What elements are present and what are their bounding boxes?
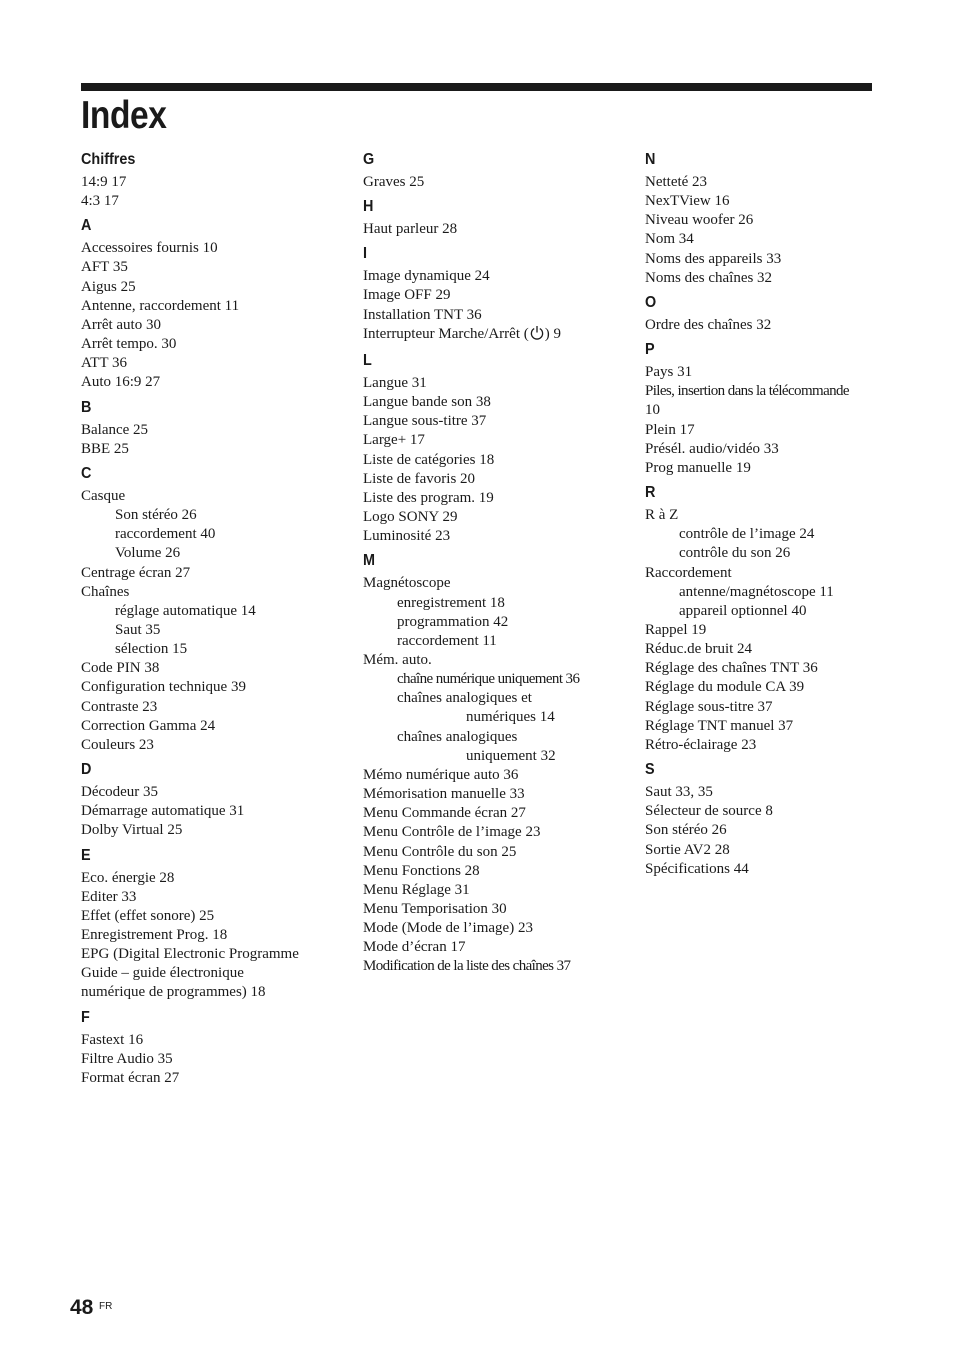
index-entry: Format écran 27 (81, 1069, 180, 1086)
index-entry: Dolby Virtual 25 (81, 822, 183, 839)
section-heading: L (363, 351, 372, 369)
index-entry: Rappel 19 (645, 621, 707, 638)
section-heading: G (363, 151, 375, 168)
section-heading: R (645, 484, 656, 502)
index-entry: Décodeur 35 (81, 784, 159, 801)
section-heading: S (645, 761, 655, 779)
section-heading: D (81, 761, 92, 779)
power-icon (530, 325, 544, 346)
index-entry: Langue bande son 38 (363, 394, 491, 411)
index-subentry: programmation 42 (397, 613, 509, 630)
index-entry: Luminosité 23 (363, 528, 451, 545)
index-entry: 10 (645, 402, 660, 419)
index-column-3 (645, 150, 875, 879)
index-entry: Mémo numérique auto 36 (363, 766, 519, 783)
index-entry: R à Z (645, 507, 679, 524)
index-entry: Graves 25 (363, 174, 425, 190)
section-heading: E (81, 846, 91, 864)
index-entry: Chaînes (81, 583, 130, 600)
index-entry: Présél. audio/vidéo 33 (645, 440, 779, 457)
index-entry: Démarrage automatique 31 (81, 803, 245, 820)
index-entry: Niveau woofer 26 (645, 212, 754, 229)
index-entry: Pays 31 (645, 364, 693, 381)
index-entry: Antenne, raccordement 11 (81, 297, 240, 314)
section-heading: M (363, 552, 375, 570)
index-subentry: enregistrement 18 (397, 594, 505, 611)
index-subentry: Saut 35 (115, 621, 161, 638)
index-entry: Liste de favoris 20 (363, 470, 476, 487)
index-entry: Piles, insertion dans la télécommande (645, 383, 849, 400)
index-entry: Menu Temporisation 30 (363, 901, 507, 917)
index-entry: Son stéréo 26 (645, 822, 727, 839)
index-entry: Centrage écran 27 (81, 564, 191, 581)
index-entry: Haut parleur 28 (363, 221, 458, 238)
index-entry: Réglage du module CA 39 (645, 679, 805, 696)
index-entry: Réduc.de bruit 24 (645, 641, 753, 658)
index-entry: Réglage des chaînes TNT 36 (645, 660, 818, 677)
index-entry: Aigus 25 (81, 278, 136, 295)
index-subentry: raccordement 40 (115, 526, 216, 543)
page-language-code: FR (99, 1301, 113, 1312)
index-entry: Guide – guide électronique (81, 965, 244, 982)
index-entry: Prog manuelle 19 (645, 459, 751, 476)
index-subentry: appareil optionnel 40 (679, 602, 807, 619)
index-subentry: contrôle de l’image 24 (679, 526, 815, 543)
index-entry: Configuration technique 39 (81, 679, 246, 696)
index-entry: Menu Contrôle du son 25 (363, 843, 517, 860)
index-entry: 4:3 17 (81, 193, 119, 210)
index-entry: Logo SONY 29 (363, 509, 458, 526)
index-entry: Installation TNT 36 (363, 306, 482, 323)
section-heading: C (81, 464, 92, 482)
index-entry: Arrêt tempo. 30 (81, 336, 177, 353)
index-subentry: chaîne numérique uniquement 36 (397, 671, 580, 688)
index-entry: Accessoires fournis 10 (81, 240, 218, 257)
index-entry: Réglage TNT manuel 37 (645, 717, 794, 734)
index-subentry: antenne/magnétoscope 11 (679, 583, 834, 600)
index-entry: Menu Réglage 31 (363, 881, 470, 898)
index-entry: Mode (Mode de l’image) 23 (363, 920, 533, 937)
index-subentry: chaînes analogiques (397, 728, 518, 745)
index-entry: Modification de la liste des chaînes 37 (363, 958, 571, 975)
index-column-2 (363, 150, 608, 977)
index-entry: Plein 17 (645, 421, 695, 438)
index-entry: Netteté 23 (645, 174, 708, 190)
index-entry: Large+ 17 (363, 432, 425, 449)
section-heading: N (645, 151, 656, 168)
index-entry: Couleurs 23 (81, 736, 154, 753)
index-entry: Arrêt auto 30 (81, 316, 161, 333)
index-entry: Langue sous-titre 37 (363, 413, 487, 430)
index-entry: Auto 16:9 27 (81, 374, 161, 391)
section-heading: O (645, 293, 657, 311)
index-entry: Noms des chaînes 32 (645, 269, 773, 286)
page-title: Index (81, 94, 167, 137)
index-subentry: raccordement 11 (397, 632, 497, 649)
index-subentry: numériques 14 (466, 709, 555, 726)
index-entry: Correction Gamma 24 (81, 717, 216, 734)
index-entry: Rétro-éclairage 23 (645, 736, 757, 753)
index-subentry: Son stéréo 26 (115, 507, 197, 524)
section-heading: I (363, 245, 368, 263)
section-heading: P (645, 341, 655, 359)
index-entry: NexTView 16 (645, 193, 730, 210)
index-subentry: sélection 15 (115, 641, 188, 658)
index-entry: EPG (Digital Electronic Programme (81, 946, 299, 963)
index-subentry: réglage automatique 14 (115, 602, 256, 619)
index-entry: Menu Commande écran 27 (363, 805, 526, 822)
index-entry: Mémorisation manuelle 33 (363, 786, 525, 803)
index-entry: BBE 25 (81, 440, 129, 457)
index-entry: Magnétoscope (363, 575, 451, 592)
top-rule (81, 83, 872, 91)
section-heading: B (81, 398, 92, 416)
entry-page-ref: ) 9 (544, 325, 561, 342)
index-entry: Code PIN 38 (81, 660, 160, 677)
index-entry: ATT 36 (81, 355, 127, 372)
index-entry: Liste de catégories 18 (363, 451, 495, 468)
index-entry: Filtre Audio 35 (81, 1050, 173, 1067)
index-entry: Réglage sous-titre 37 (645, 698, 773, 715)
index-entry: Menu Contrôle de l’image 23 (363, 824, 541, 841)
index-entry: Mém. auto. (363, 651, 432, 668)
index-entry: Image OFF 29 (363, 287, 451, 304)
index-entry: Editer 33 (81, 888, 137, 905)
page-number: 48 (70, 1296, 94, 1319)
index-entry (363, 325, 608, 346)
index-entry: numérique de programmes) 18 (81, 984, 266, 1001)
index-entry: Ordre des chaînes 32 (645, 316, 772, 333)
index-entry: Enregistrement Prog. 18 (81, 927, 228, 943)
index-entry: Menu Fonctions 28 (363, 862, 480, 879)
index-entry: Sélecteur de source 8 (645, 803, 773, 820)
index-entry: Image dynamique 24 (363, 268, 490, 285)
section-heading: H (363, 198, 374, 216)
index-entry: AFT 35 (81, 259, 128, 276)
index-entry: Saut 33, 35 (645, 784, 713, 801)
index-entry: Nom 34 (645, 231, 694, 248)
index-subentry: uniquement 32 (466, 747, 556, 764)
index-subentry: Volume 26 (115, 545, 181, 562)
index-entry: Spécifications 44 (645, 860, 749, 877)
index-subentry: chaînes analogiques et (397, 690, 532, 707)
index-entry: Fastext 16 (81, 1031, 144, 1048)
index-entry: Liste des program. 19 (363, 489, 494, 506)
section-heading: F (81, 1008, 90, 1026)
index-entry: Contraste 23 (81, 698, 158, 715)
index-entry: Langue 31 (363, 374, 427, 391)
index-entry: Mode d’écran 17 (363, 939, 466, 956)
section-heading: A (81, 217, 92, 235)
index-entry: Sortie AV2 28 (645, 841, 730, 858)
index-column-1 (81, 150, 326, 1088)
index-entry: Effet (effet sonore) 25 (81, 907, 215, 924)
index-entry: Casque (81, 487, 126, 504)
section-heading: Chiffres (81, 151, 136, 168)
index-entry: Noms des appareils 33 (645, 250, 782, 267)
index-entry: 14:9 17 (81, 174, 127, 190)
index-subentry: contrôle du son 26 (679, 545, 791, 562)
index-entry: Eco. énergie 28 (81, 869, 175, 886)
index-entry: Balance 25 (81, 421, 149, 438)
index-entry: Raccordement (645, 564, 732, 581)
entry-text: Interrupteur Marche/Arrêt ( (363, 325, 529, 342)
